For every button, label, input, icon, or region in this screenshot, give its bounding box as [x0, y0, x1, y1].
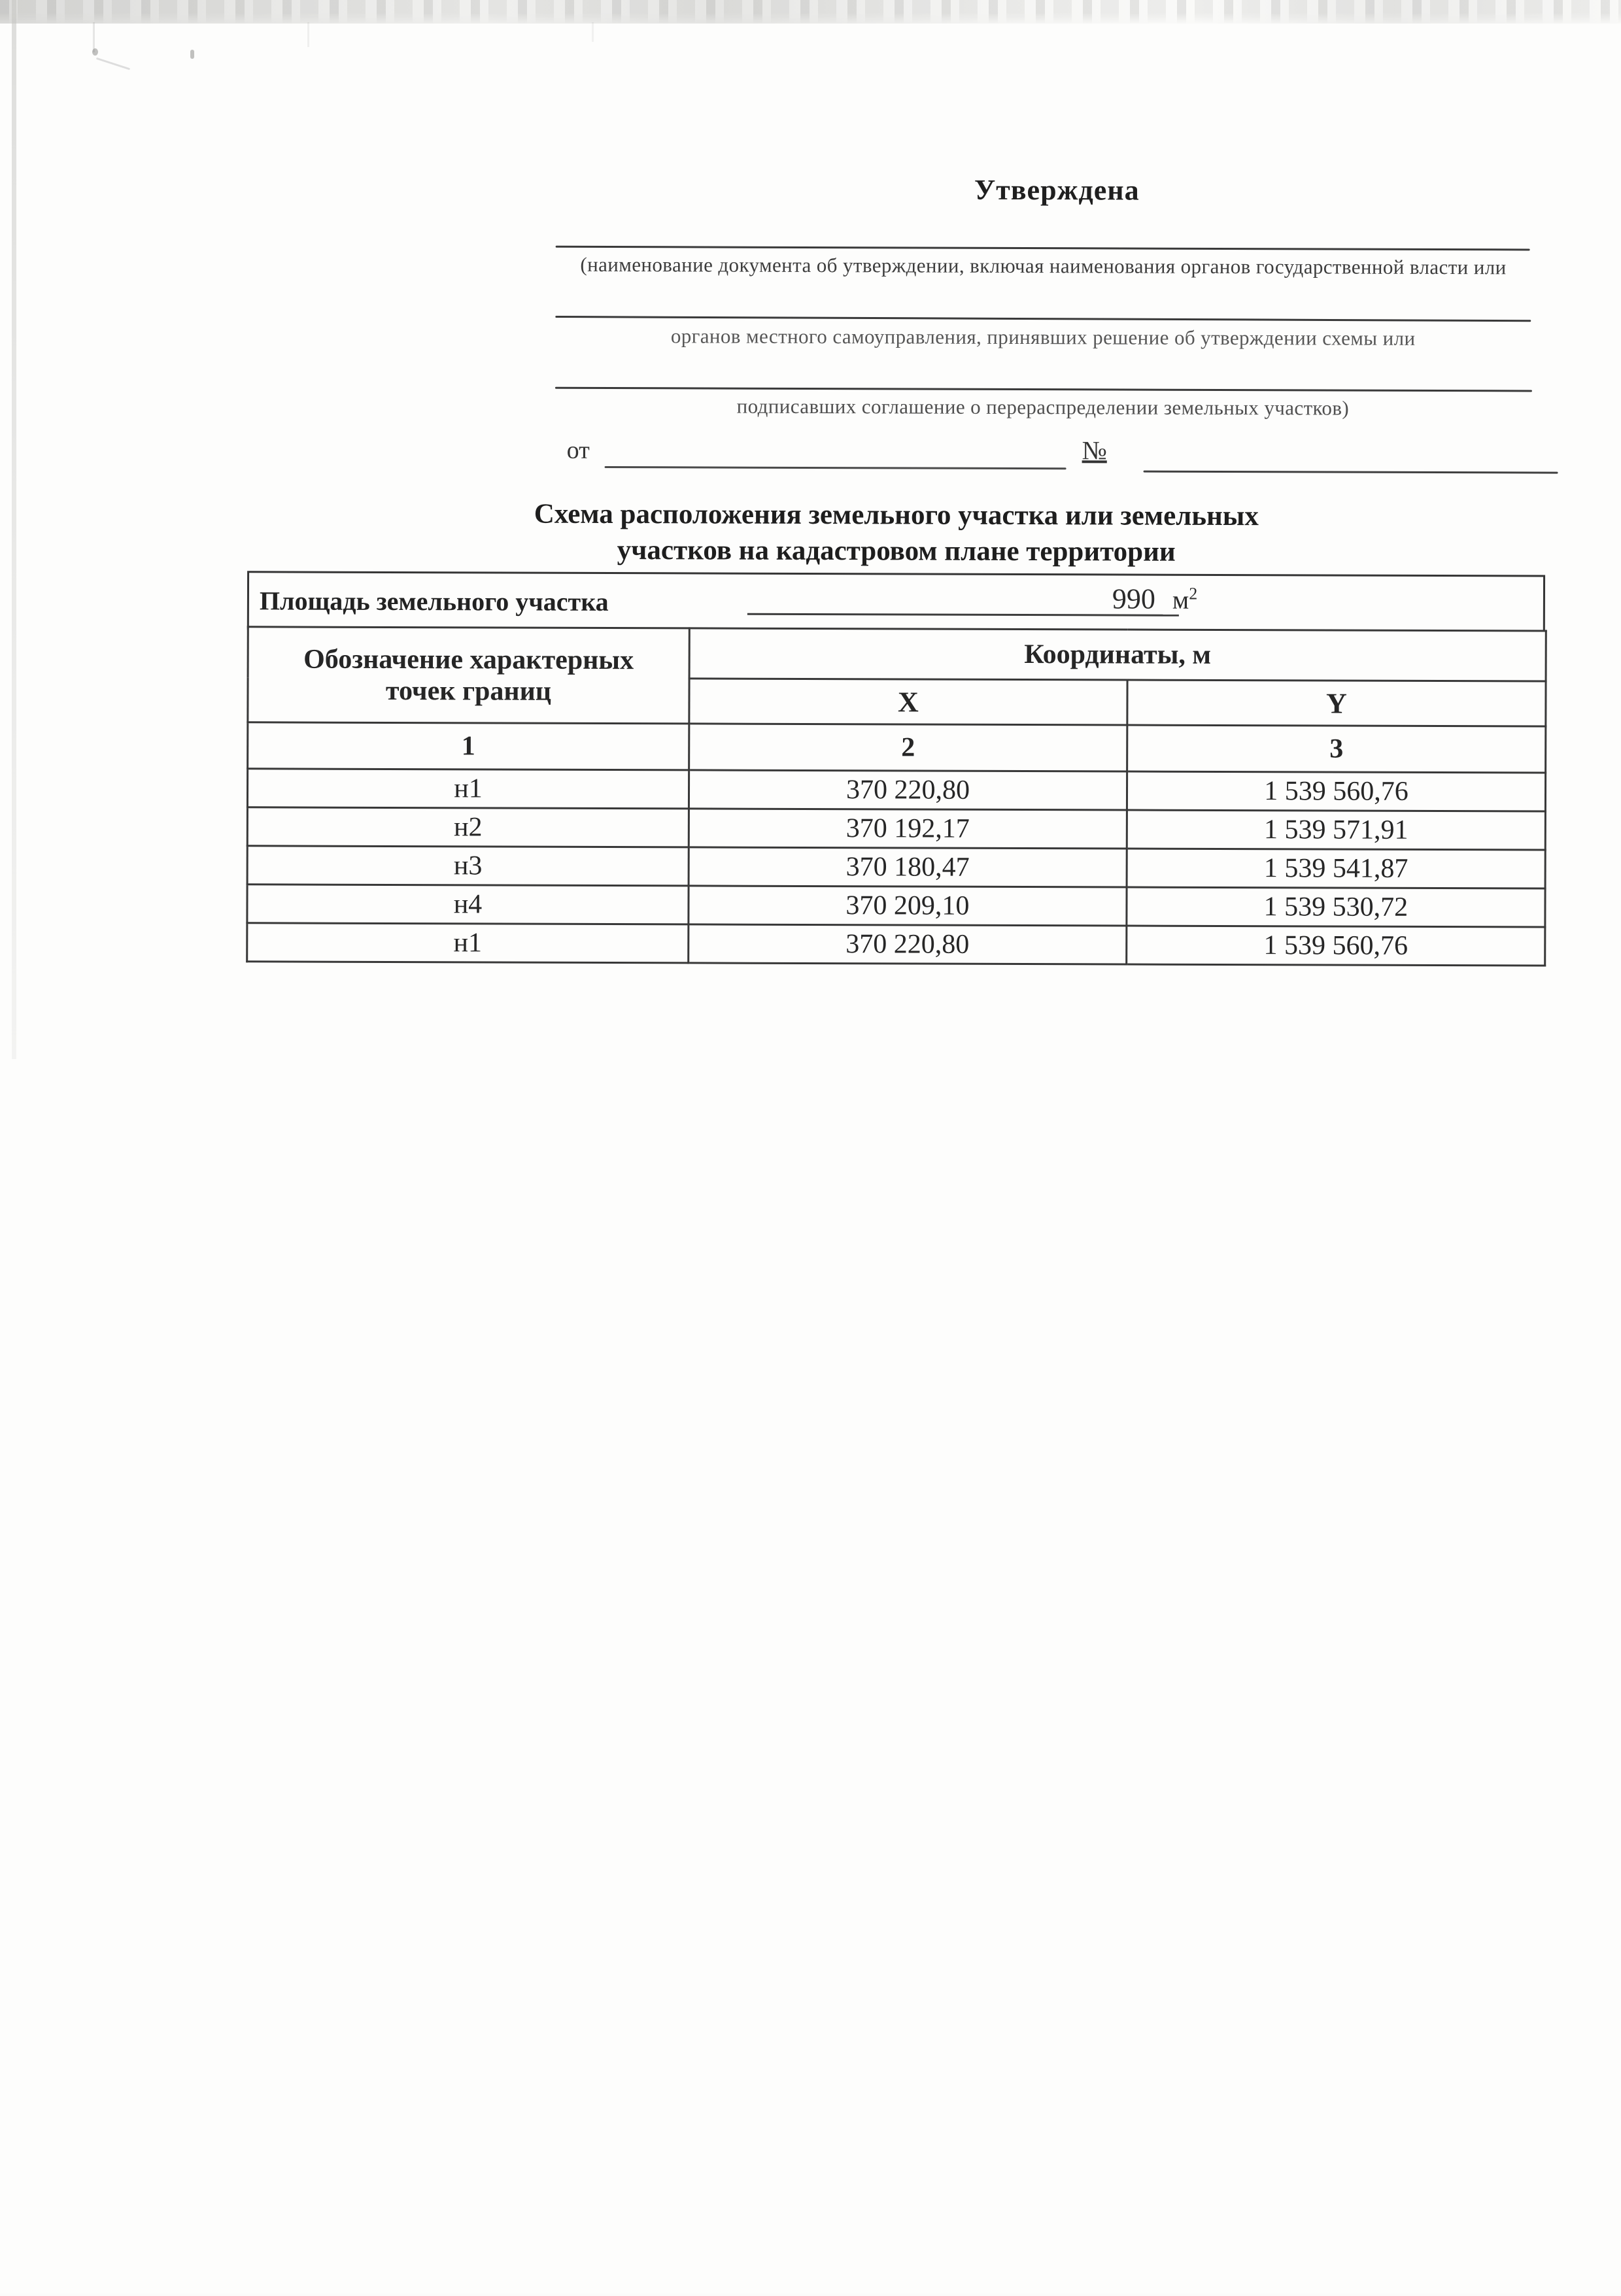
approval-caption-line-3: подписавших соглашение о перераспределении земельных участков) — [736, 394, 1350, 420]
point-label-cell: н4 — [247, 885, 689, 924]
x-coordinate-cell: 370 209,10 — [689, 886, 1127, 926]
date-from-label: от — [566, 436, 590, 464]
designation-header-line-1: Обозначение характерных — [303, 644, 634, 675]
land-area-row — [247, 571, 1545, 633]
column-number-row — [248, 722, 1546, 773]
table-row — [247, 923, 1545, 966]
x-header-cell: X — [689, 679, 1127, 725]
designation-header-cell — [248, 627, 689, 724]
table-row — [247, 769, 1545, 811]
land-area-value — [1112, 582, 1197, 615]
y-coordinate-cell: 1 539 560,76 — [1127, 926, 1545, 966]
approval-blank-line-1 — [556, 246, 1530, 251]
point-label-cell: н3 — [247, 846, 689, 886]
document-title-line-1: Схема расположения земельного участка или земельных — [534, 498, 1259, 532]
x-coordinate-cell: 370 220,80 — [689, 770, 1127, 810]
column-number-cell: 1 — [248, 722, 689, 770]
land-area-unit: $м^2$ — [1172, 584, 1198, 615]
table-row — [247, 807, 1545, 850]
approval-blank-line-3 — [555, 387, 1532, 392]
coordinates-table — [246, 626, 1547, 966]
date-blank-line — [605, 466, 1066, 469]
land-area-number: 990 — [1112, 582, 1156, 615]
table-row — [247, 885, 1545, 927]
approval-blank-line-2 — [555, 316, 1531, 322]
table-header-row-1 — [248, 627, 1546, 681]
number-blank-line — [1144, 471, 1558, 474]
land-area-label: Площадь земельного участка — [259, 585, 609, 616]
point-label-cell: н1 — [247, 769, 689, 809]
land-area-unit-exponent: 2 — [1189, 584, 1198, 603]
x-coordinate-cell: 370 180,47 — [689, 847, 1127, 887]
approval-caption-line-1: (наименование документа об утверждении, включая наименования органов государственной власти или — [580, 252, 1507, 279]
y-coordinate-cell: 1 539 560,76 — [1127, 771, 1545, 811]
y-coordinate-cell: 1 539 541,87 — [1127, 849, 1545, 888]
document-number-label: № — [1082, 435, 1107, 465]
column-number-cell: 3 — [1127, 725, 1546, 773]
y-coordinate-cell: 1 539 571,91 — [1127, 810, 1545, 850]
coordinates-header-cell: Координаты, м — [689, 628, 1546, 681]
coordinates-table-container — [246, 626, 1545, 966]
y-header-cell: Y — [1127, 680, 1546, 726]
x-coordinate-cell: 370 220,80 — [689, 924, 1127, 964]
x-coordinate-cell: 370 192,17 — [689, 809, 1127, 849]
y-coordinate-cell: 1 539 530,72 — [1127, 887, 1545, 927]
approval-heading: Утверждена — [974, 173, 1140, 207]
designation-header-line-2: точек границ — [385, 675, 552, 707]
column-number-cell: 2 — [689, 724, 1127, 771]
table-row — [247, 846, 1545, 888]
approval-caption-line-2: органов местного самоуправления, принявших решение об утверждении схемы или — [670, 324, 1416, 350]
point-label-cell: н1 — [247, 923, 689, 963]
point-label-cell: н2 — [247, 807, 689, 847]
document-title — [247, 495, 1545, 571]
document-title-line-2: участков на кадастровом плане территории — [617, 535, 1176, 567]
